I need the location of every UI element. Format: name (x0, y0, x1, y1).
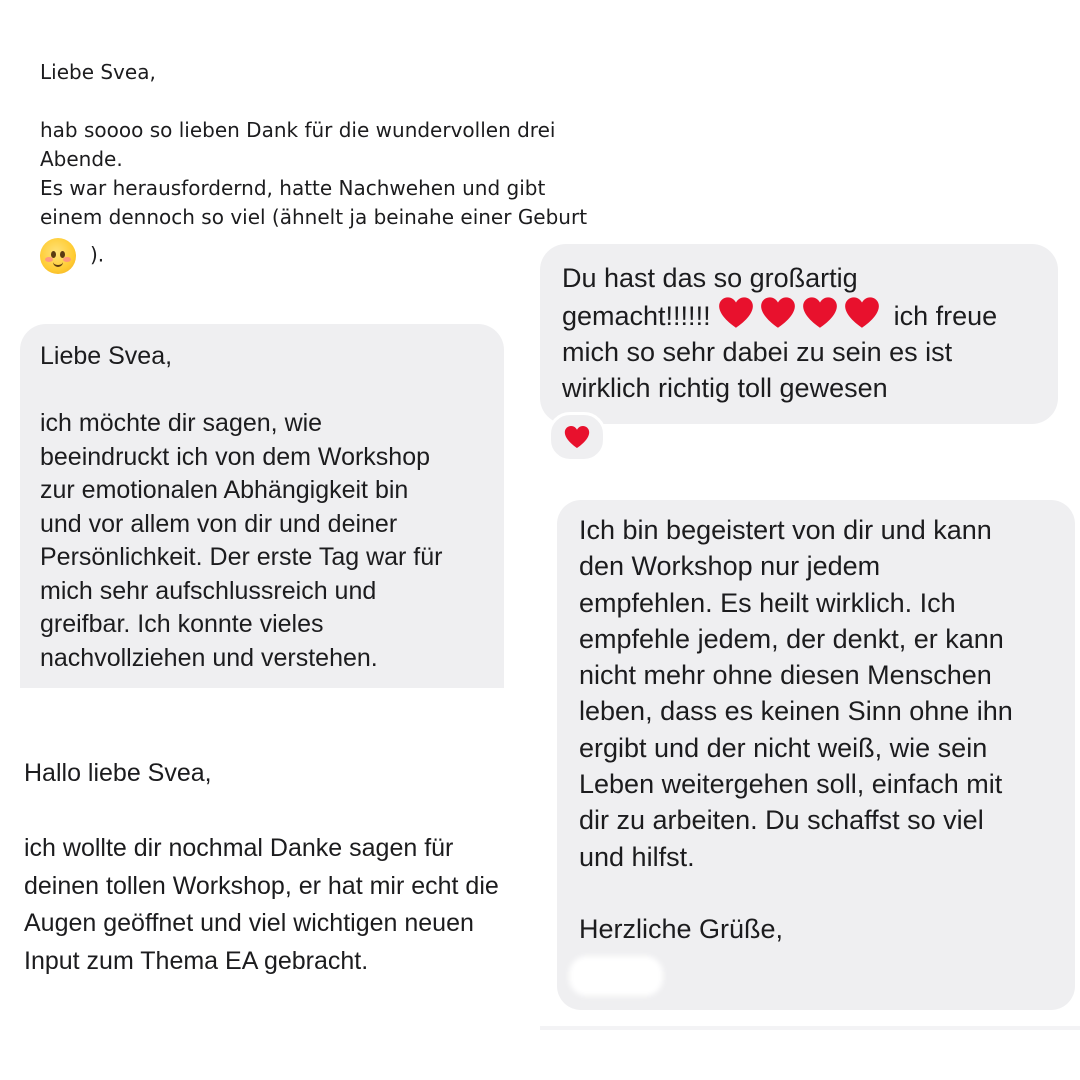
message-line: einem dennoch so viel (ähnelt ja beinahe einer Geburt (40, 205, 588, 229)
bubble-text (562, 260, 1042, 406)
bubble-greeting: Liebe Svea, (40, 342, 173, 370)
message-greeting: Hallo liebe Svea, (24, 759, 212, 787)
heart-icon (760, 296, 796, 329)
message-line: hab soooo so lieben Dank für die wundervollen drei (40, 118, 556, 142)
bubble-closing: Herzliche Grüße, (579, 914, 784, 945)
message-text (24, 755, 544, 980)
chat-bubble-3 (557, 500, 1075, 1010)
blushing-face-icon (40, 238, 76, 274)
redacted-name (569, 956, 663, 996)
chat-bubble-2 (20, 324, 504, 688)
message-line: Abende. (40, 147, 123, 171)
divider (540, 1026, 1080, 1030)
message-plain-2 (24, 755, 544, 980)
bubble-text (579, 512, 1059, 948)
reaction-badge[interactable] (548, 412, 606, 462)
bubble-text (40, 340, 495, 675)
hearts-row (718, 301, 886, 331)
bubble-body: Ich bin begeistert von dir und kann den Workshop nur jedem empfehlen. Es heilt wirklich. Ich empfehle jedem, der denkt, er kann nicht mehr ohne diesen Menschen leben, dass es keinen Sinn ohne ihn ergibt und der nicht weiß, wie sein Leben weitergehen soll, einfach mit dir zu arbeiten. Du schaffst so viel und hilfst. (579, 515, 1013, 872)
heart-icon (564, 425, 590, 449)
heart-icon (844, 296, 880, 329)
message-greeting: Liebe Svea, (40, 60, 156, 84)
bubble-text-end: ich freue mich so sehr dabei zu sein es ist wirklich richtig toll gewesen (562, 301, 998, 403)
heart-icon (718, 296, 754, 329)
message-plain-1 (40, 58, 680, 274)
message-closing: ). (90, 242, 105, 267)
message-line: Es war herausfordernd, hatte Nachwehen und gibt (40, 176, 546, 200)
message-body: ich wollte dir nochmal Danke sagen für deinen tollen Workshop, er hat mir echt die Augen geöffnet und viel wichtigen neuen Input zum Thema EA gebracht. (24, 834, 499, 975)
chat-bubble-1 (540, 244, 1058, 424)
heart-icon (802, 296, 838, 329)
bubble-text-start: Du hast das so großartig gemacht!!!!!! (562, 263, 858, 331)
bubble-body: ich möchte dir sagen, wie beeindruckt ich von dem Workshop zur emotionalen Abhängigkeit bin und vor allem von dir und deiner Persönlichkeit. Der erste Tag war für mich sehr aufschlussreich und greifbar. Ich konnte vieles nachvollziehen und verstehen. (40, 409, 443, 672)
